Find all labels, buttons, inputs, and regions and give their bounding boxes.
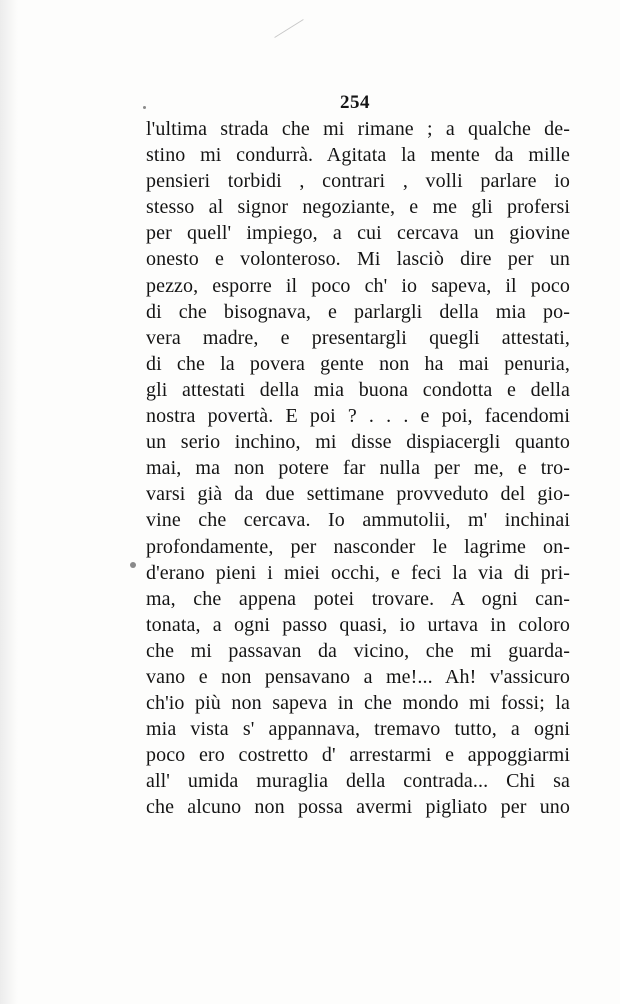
text-line: pensieri torbidi , contrari , volli parlare io — [146, 170, 570, 193]
text-line: vano e non pensavano a me!... Ah! v'assicuro — [146, 665, 570, 688]
paper-scratch-mark — [274, 19, 303, 38]
text-line: che mi passavan da vicino, che mi guarda- — [146, 639, 570, 662]
ink-speck — [130, 562, 136, 568]
text-line: gli attestati della mia buona condotta e della — [146, 378, 570, 401]
text-line: stino mi condurrà. Agitata la mente da mille — [146, 144, 570, 167]
text-line: all' umida muraglia della contrada... Chi sa — [146, 770, 570, 793]
text-line: di che bisognava, e parlargli della mia po- — [146, 300, 570, 323]
text-line: pezzo, esporre il poco ch' io sapeva, il poco — [146, 274, 570, 297]
text-line: l'ultima strada che mi rimane ; a qualche de- — [146, 118, 570, 140]
page-edge-shadow — [0, 0, 18, 1004]
text-line: un serio inchino, mi disse dispiacergli quanto — [146, 431, 570, 454]
text-line: poco ero costretto d' arrestarmi e appoggiarmi — [146, 744, 570, 767]
text-line: tonata, a ogni passo quasi, io urtava in coloro — [146, 613, 570, 636]
text-line: vine che cercava. Io ammutolii, m' inchinai — [146, 509, 570, 532]
text-line: mia vista s' appannava, tremavo tutto, a ogni — [146, 718, 570, 741]
text-line: profondamente, per nasconder le lagrime on- — [146, 535, 570, 558]
text-line: onesto e volonteroso. Mi lasciò dire per un — [146, 248, 570, 271]
text-line: stesso al signor negoziante, e me gli profersi — [146, 196, 570, 219]
text-line: che alcuno non possa avermi pigliato per uno — [146, 796, 570, 819]
text-line: ch'io più non sapeva in che mondo mi fossi; la — [146, 692, 570, 715]
text-line: vera madre, e presentargli quegli attestati, — [146, 326, 570, 349]
text-line: per quell' impiego, a cui cercava un giovine — [146, 222, 570, 245]
text-line: nostra povertà. E poi ? . . . e poi, facendomi — [146, 405, 570, 428]
text-line: ma, che appena potei trovare. A ogni can- — [146, 587, 570, 610]
text-line: varsi già da due settimane provveduto del gio- — [146, 483, 570, 506]
text-line: d'erano pieni i miei occhi, e feci la via di pri- — [146, 561, 570, 584]
text-line: di che la povera gente non ha mai penuria, — [146, 352, 570, 375]
body-text — [146, 116, 570, 821]
page-number: 254 — [340, 92, 370, 113]
text-line: mai, ma non potere far nulla per me, e tro- — [146, 457, 570, 480]
